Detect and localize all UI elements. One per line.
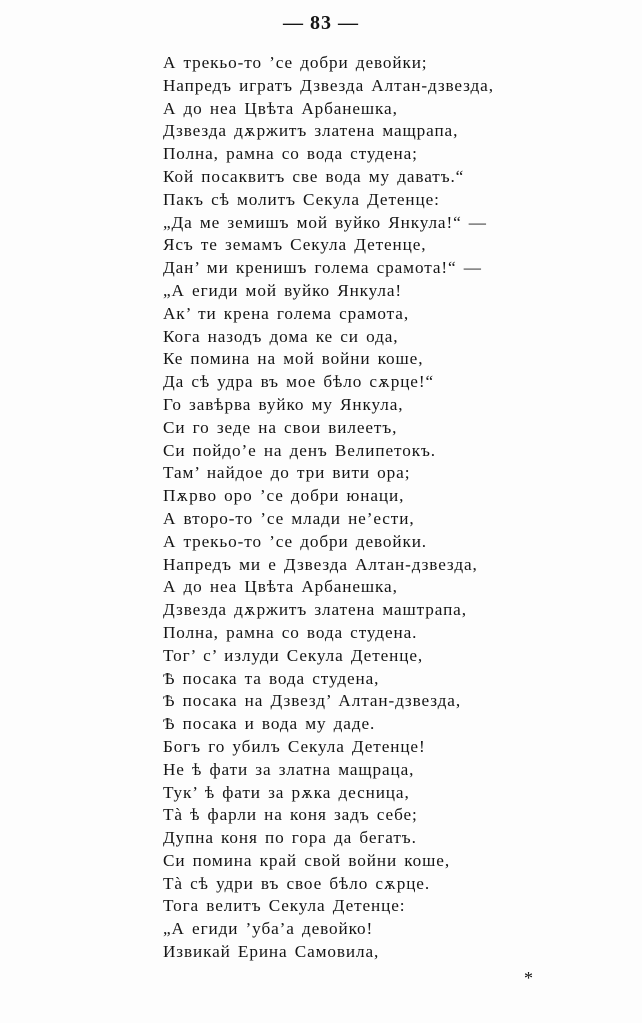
verse-line: А второ-то ’се млади не’ести, [163, 508, 415, 528]
verse-line: Тог’ с’ излуди Секула Детенце, [163, 645, 424, 665]
page-number: — 83 — [283, 12, 359, 34]
verse-line: Да сѣ удра въ мое бѣло сѫрце!“ [163, 372, 434, 392]
verse-line: Напредъ ми е Дзвезда Алтан-дзвезда, [163, 554, 478, 574]
verse-line: А трекьо-то ’се добри девойки. [163, 531, 428, 551]
verse-line: Не ѣ фати за златна мащраца, [163, 759, 415, 779]
verse-line: Там’ найдое до три вити ора; [163, 463, 411, 483]
verse-line: Пѫрво оро ’се добри юнаци, [163, 486, 405, 506]
verse-line: Ясъ те земамъ Секула Детенце, [163, 235, 427, 255]
verse-line: Дупна коня по гора да бегатъ. [163, 828, 417, 848]
verse-line: Си пойдо’е на денъ Велипетокъ. [163, 440, 436, 460]
verse-line: „А егиди мой вуйко Янкула! [163, 280, 403, 300]
verse-line: Полна, рамна со вода студена; [163, 144, 418, 164]
verse-line: Богъ го убилъ Секула Детенце! [163, 736, 426, 756]
verse-line: Си помина край свой войни коше, [163, 850, 451, 870]
verse-line: Дзвезда дѫржитъ златена мащрапа, [163, 121, 459, 141]
verse-line: Си го зеде на свои вилеетъ, [163, 417, 398, 437]
verse-line: Тога велитъ Секула Детенце: [163, 896, 406, 916]
verse-line: Пакъ сѣ молитъ Секула Детенце: [163, 189, 440, 209]
verse-line: Извикай Ерина Самовила, [163, 942, 380, 962]
verse-line: Ѣ посака та вода студена, [163, 668, 380, 688]
verse-line: Тà ѣ фарли на коня задъ себе; [163, 805, 418, 825]
footnote-asterisk: * [524, 968, 533, 988]
verse-line: Го завѣрва вуйко му Янкула, [163, 394, 404, 414]
verse-line: А до неа Цвѣта Арбанешка, [163, 98, 398, 118]
poem-verse [163, 52, 494, 964]
verse-line: Тà сѣ удри въ свое бѣло сѫрце. [163, 873, 431, 893]
verse-line: Тук’ ѣ фати за рѫка десница, [163, 782, 410, 802]
verse-line: Кога назодъ дома ке си ода, [163, 326, 399, 346]
verse-line: Дан’ ми кренишъ голема срамота!“ — [163, 258, 482, 278]
verse-line: Ке помина на мой войни коше, [163, 349, 424, 369]
verse-line: Напредъ игратъ Дзвезда Алтан-дзвезда, [163, 75, 494, 95]
verse-line: Кой посаквитъ све вода му даватъ.“ [163, 166, 465, 186]
verse-line: Ак’ ти крена голема срамота, [163, 303, 410, 323]
verse-line: Ѣ посака и вода му даде. [163, 714, 376, 734]
verse-line: „А егиди ’уба’а девойко! [163, 919, 374, 939]
verse-line: Ѣ посака на Дзвезд’ Алтан-дзвезда, [163, 691, 462, 711]
verse-line: Дзвезда дѫржитъ златена маштрапа, [163, 600, 467, 620]
verse-line: А до неа Цвѣта Арбанешка, [163, 577, 398, 597]
verse-line: „Да ме земишъ мой вуйко Янкула!“ — [163, 212, 487, 232]
verse-line: А трекьо-то ’се добри девойки; [163, 53, 428, 72]
verse-line: Полна, рамна со вода студена. [163, 622, 418, 642]
